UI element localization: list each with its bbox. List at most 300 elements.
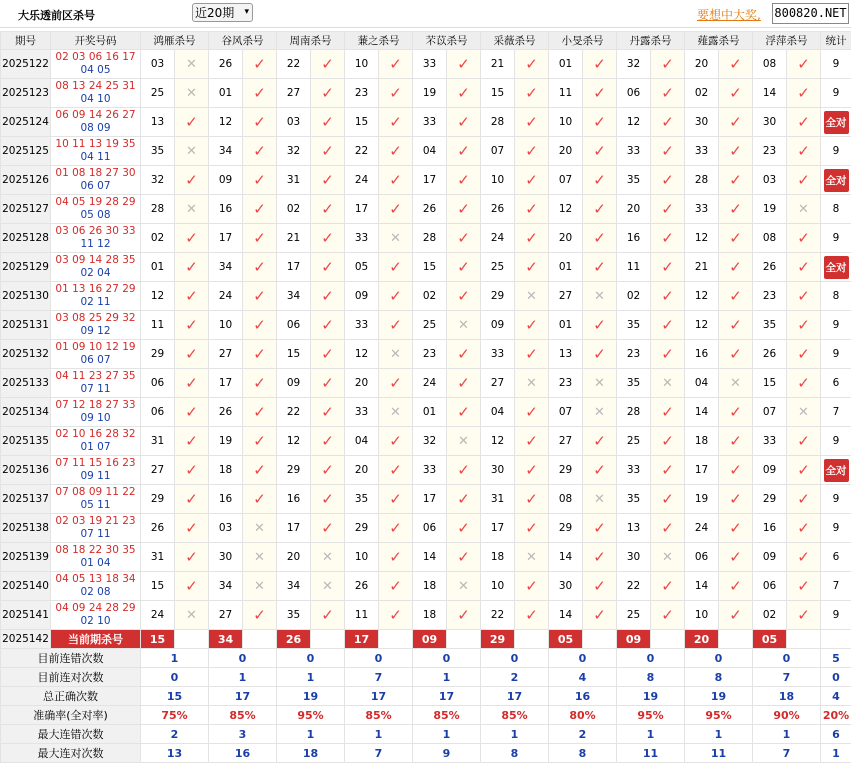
check-icon: ✓	[185, 548, 198, 566]
check-icon: ✓	[525, 345, 538, 363]
kill-number: 27	[209, 340, 243, 369]
check-icon: ✓	[729, 200, 742, 218]
kill-number: 02	[617, 282, 651, 311]
hit-check-icon	[651, 137, 685, 166]
hit-check-icon	[175, 572, 209, 601]
kill-number: 11	[549, 79, 583, 108]
back-numbers: 09 12	[80, 325, 111, 337]
kill-number: 06	[141, 369, 175, 398]
empty-cell	[787, 630, 821, 649]
hit-check-icon	[651, 427, 685, 456]
kill-number: 33	[345, 224, 379, 253]
check-icon: ✓	[457, 519, 470, 537]
draw-numbers-cell	[51, 601, 141, 630]
check-icon: ✓	[457, 606, 470, 624]
miss-cross-icon	[175, 195, 209, 224]
check-icon: ✓	[797, 229, 810, 247]
kill-number: 06	[753, 572, 787, 601]
kill-number: 01	[549, 311, 583, 340]
hit-check-icon	[515, 572, 549, 601]
kill-number: 09	[277, 369, 311, 398]
kill-number: 32	[141, 166, 175, 195]
stat-cell: 6	[821, 369, 851, 398]
kill-number: 13	[549, 340, 583, 369]
summary-value: 0	[413, 649, 481, 668]
kill-number: 17	[277, 514, 311, 543]
kill-number: 08	[753, 224, 787, 253]
check-icon: ✓	[525, 577, 538, 595]
check-icon: ✓	[321, 229, 334, 247]
miss-cross-icon	[175, 601, 209, 630]
column-expert: 芣苡杀号	[413, 32, 481, 50]
kill-number: 25	[481, 253, 515, 282]
kill-number: 16	[277, 485, 311, 514]
kill-number: 06	[277, 311, 311, 340]
kill-number: 02	[685, 79, 719, 108]
hit-check-icon	[175, 543, 209, 572]
top-bar	[0, 0, 851, 28]
check-icon: ✓	[729, 490, 742, 508]
check-icon: ✓	[457, 345, 470, 363]
hit-check-icon	[379, 195, 413, 224]
hit-check-icon	[787, 137, 821, 166]
check-icon: ✓	[457, 229, 470, 247]
table-row	[1, 514, 851, 543]
kill-number: 33	[685, 137, 719, 166]
check-icon: ✓	[389, 490, 402, 508]
summary-value: 8	[481, 744, 549, 763]
kill-number: 20	[277, 543, 311, 572]
check-icon: ✓	[389, 55, 402, 73]
hit-check-icon	[651, 50, 685, 79]
hit-check-icon	[515, 514, 549, 543]
check-icon: ✓	[797, 432, 810, 450]
table-row	[1, 137, 851, 166]
hit-check-icon	[787, 253, 821, 282]
kill-number: 02	[753, 601, 787, 630]
front-numbers: 07 08 09 11 22	[55, 486, 136, 498]
hit-check-icon	[515, 166, 549, 195]
kill-number: 12	[345, 340, 379, 369]
kill-number: 10	[685, 601, 719, 630]
front-numbers: 07 12 18 27 33	[55, 399, 136, 411]
kill-number: 26	[753, 340, 787, 369]
summary-total: 1	[821, 744, 851, 763]
check-icon: ✓	[797, 258, 810, 276]
draw-numbers-cell	[51, 224, 141, 253]
kill-number: 09	[481, 311, 515, 340]
hit-check-icon	[583, 166, 617, 195]
hit-check-icon	[651, 340, 685, 369]
kill-number: 17	[413, 485, 447, 514]
check-icon: ✓	[661, 345, 674, 363]
check-icon: ✓	[729, 519, 742, 537]
front-numbers: 03 09 14 28 35	[55, 254, 136, 266]
kill-number: 11	[617, 253, 651, 282]
miss-cross-icon	[515, 282, 549, 311]
check-icon: ✓	[389, 258, 402, 276]
hit-check-icon	[311, 427, 345, 456]
cross-icon: ✕	[186, 607, 197, 623]
miss-cross-icon	[583, 398, 617, 427]
issue-cell: 2025129	[1, 253, 51, 282]
hit-check-icon	[583, 427, 617, 456]
kill-number: 01	[549, 50, 583, 79]
table-row	[1, 398, 851, 427]
check-icon: ✓	[389, 606, 402, 624]
empty-cell	[175, 630, 209, 649]
kill-number: 24	[481, 224, 515, 253]
hit-check-icon	[379, 311, 413, 340]
hit-check-icon	[719, 253, 753, 282]
hit-check-icon	[243, 50, 277, 79]
kill-number: 12	[481, 427, 515, 456]
check-icon: ✓	[593, 345, 606, 363]
summary-value: 16	[209, 744, 277, 763]
kill-number: 16	[753, 514, 787, 543]
hit-check-icon	[447, 137, 481, 166]
summary-value: 4	[549, 668, 617, 687]
hit-check-icon	[515, 224, 549, 253]
hit-check-icon	[311, 398, 345, 427]
back-numbers: 11 12	[80, 238, 111, 250]
kill-number: 33	[345, 311, 379, 340]
kill-number: 08	[549, 485, 583, 514]
kill-number: 29	[753, 485, 787, 514]
summary-label: 最大连错次数	[1, 725, 141, 744]
hit-check-icon	[311, 253, 345, 282]
promo-link[interactable]: 要想中大奖,	[697, 8, 761, 22]
kill-number: 31	[481, 485, 515, 514]
cross-icon: ✕	[254, 520, 265, 536]
kill-number: 30	[481, 456, 515, 485]
kill-number: 19	[413, 79, 447, 108]
kill-number: 30	[617, 543, 651, 572]
check-icon: ✓	[593, 258, 606, 276]
check-icon: ✓	[253, 229, 266, 247]
check-icon: ✓	[253, 287, 266, 305]
column-expert: 小旻杀号	[549, 32, 617, 50]
draw-numbers-cell	[51, 340, 141, 369]
period-select[interactable]	[192, 3, 253, 22]
hit-check-icon	[515, 601, 549, 630]
back-numbers: 04 05	[80, 64, 111, 76]
check-icon: ✓	[185, 577, 198, 595]
hit-check-icon	[175, 456, 209, 485]
kill-number: 18	[481, 543, 515, 572]
summary-value: 1	[277, 668, 345, 687]
hit-check-icon	[175, 108, 209, 137]
hit-check-icon	[719, 166, 753, 195]
stat-cell: 9	[821, 340, 851, 369]
check-icon: ✓	[661, 432, 674, 450]
issue-cell: 2025132	[1, 340, 51, 369]
cross-icon: ✕	[662, 375, 673, 391]
hit-check-icon	[243, 195, 277, 224]
check-icon: ✓	[729, 258, 742, 276]
kill-number: 23	[753, 137, 787, 166]
check-icon: ✓	[729, 403, 742, 421]
check-icon: ✓	[525, 171, 538, 189]
table-row	[1, 195, 851, 224]
hit-check-icon	[447, 514, 481, 543]
hit-check-icon	[447, 253, 481, 282]
kill-number: 20	[549, 224, 583, 253]
hit-check-icon	[515, 195, 549, 224]
summary-value: 1	[481, 725, 549, 744]
hit-check-icon	[651, 485, 685, 514]
kill-number: 33	[345, 398, 379, 427]
kill-number: 17	[277, 253, 311, 282]
cross-icon: ✕	[458, 433, 469, 449]
draw-numbers-cell	[51, 369, 141, 398]
kill-number: 20	[685, 50, 719, 79]
hit-check-icon	[719, 485, 753, 514]
back-numbers: 02 11	[80, 296, 111, 308]
cross-icon: ✕	[458, 317, 469, 333]
kill-number: 10	[209, 311, 243, 340]
hit-check-icon	[243, 485, 277, 514]
kill-number: 22	[345, 137, 379, 166]
kill-number: 01	[413, 398, 447, 427]
kill-number: 31	[141, 543, 175, 572]
check-icon: ✓	[525, 142, 538, 160]
check-icon: ✓	[185, 316, 198, 334]
stat-cell: 9	[821, 514, 851, 543]
summary-value: 19	[617, 687, 685, 706]
kill-number: 25	[141, 79, 175, 108]
kill-number: 28	[413, 224, 447, 253]
check-icon: ✓	[797, 577, 810, 595]
check-icon: ✓	[185, 258, 198, 276]
back-numbers: 06 07	[80, 180, 111, 192]
hit-check-icon	[651, 108, 685, 137]
kill-number: 24	[345, 166, 379, 195]
issue-cell: 2025123	[1, 79, 51, 108]
cross-icon: ✕	[594, 288, 605, 304]
cross-icon: ✕	[254, 578, 265, 594]
miss-cross-icon	[583, 282, 617, 311]
summary-value: 1	[209, 668, 277, 687]
check-icon: ✓	[321, 403, 334, 421]
summary-value: 11	[617, 744, 685, 763]
miss-cross-icon	[515, 369, 549, 398]
kill-number: 30	[753, 108, 787, 137]
hit-check-icon	[651, 311, 685, 340]
hit-check-icon	[175, 485, 209, 514]
summary-row	[1, 649, 851, 668]
hit-check-icon	[787, 572, 821, 601]
kill-number: 31	[277, 166, 311, 195]
hit-check-icon	[515, 398, 549, 427]
kill-number: 14	[685, 398, 719, 427]
front-numbers: 03 08 25 29 32	[55, 312, 136, 324]
hit-check-icon	[787, 427, 821, 456]
hit-check-icon	[379, 601, 413, 630]
kill-number: 27	[209, 601, 243, 630]
kill-number: 04	[481, 398, 515, 427]
kill-number: 24	[141, 601, 175, 630]
hit-check-icon	[243, 282, 277, 311]
miss-cross-icon	[651, 369, 685, 398]
hit-check-icon	[583, 79, 617, 108]
kill-number: 17	[209, 369, 243, 398]
hit-check-icon	[243, 398, 277, 427]
issue-cell: 2025135	[1, 427, 51, 456]
table-row	[1, 50, 851, 79]
summary-total: 5	[821, 649, 851, 668]
draw-numbers-cell	[51, 166, 141, 195]
table-row	[1, 572, 851, 601]
check-icon: ✓	[525, 432, 538, 450]
front-numbers: 08 18 22 30 35	[55, 544, 136, 556]
kill-number: 23	[345, 79, 379, 108]
draw-numbers-cell	[51, 427, 141, 456]
kill-number: 27	[277, 79, 311, 108]
summary-value: 17	[345, 687, 413, 706]
miss-cross-icon	[379, 224, 413, 253]
summary-value: 0	[277, 649, 345, 668]
column-expert: 蒹之杀号	[345, 32, 413, 50]
check-icon: ✓	[185, 374, 198, 392]
miss-cross-icon	[175, 50, 209, 79]
check-icon: ✓	[253, 258, 266, 276]
draw-numbers-cell	[51, 543, 141, 572]
check-icon: ✓	[593, 519, 606, 537]
kill-number: 31	[141, 427, 175, 456]
summary-value: 7	[345, 668, 413, 687]
check-icon: ✓	[525, 258, 538, 276]
check-icon: ✓	[797, 374, 810, 392]
check-icon: ✓	[797, 84, 810, 102]
hit-check-icon	[719, 340, 753, 369]
hit-check-icon	[583, 572, 617, 601]
back-numbers: 01 04	[80, 557, 111, 569]
summary-value: 8	[549, 744, 617, 763]
hit-check-icon	[447, 166, 481, 195]
check-icon: ✓	[729, 287, 742, 305]
hit-check-icon	[515, 79, 549, 108]
summary-value: 0	[345, 649, 413, 668]
stat-cell: 7	[821, 398, 851, 427]
issue-cell: 2025139	[1, 543, 51, 572]
draw-numbers-cell	[51, 514, 141, 543]
check-icon: ✓	[525, 403, 538, 421]
check-icon: ✓	[797, 548, 810, 566]
miss-cross-icon	[175, 137, 209, 166]
summary-value: 1	[753, 725, 821, 744]
hit-check-icon	[379, 253, 413, 282]
summary-value: 0	[481, 649, 549, 668]
kill-number: 04	[685, 369, 719, 398]
hit-check-icon	[243, 166, 277, 195]
kill-number: 33	[413, 456, 447, 485]
check-icon: ✓	[525, 490, 538, 508]
kill-number: 25	[617, 601, 651, 630]
kill-number: 16	[617, 224, 651, 253]
hit-check-icon	[787, 601, 821, 630]
kill-number: 12	[685, 282, 719, 311]
check-icon: ✓	[253, 606, 266, 624]
kill-number: 18	[209, 456, 243, 485]
hit-check-icon	[651, 398, 685, 427]
empty-cell	[447, 630, 481, 649]
all-correct-badge: 全对	[824, 459, 849, 482]
kill-number: 03	[277, 108, 311, 137]
kill-number: 23	[549, 369, 583, 398]
hit-check-icon	[379, 50, 413, 79]
stat-cell: 9	[821, 79, 851, 108]
hit-check-icon	[379, 485, 413, 514]
kill-number: 27	[549, 427, 583, 456]
kill-number: 03	[753, 166, 787, 195]
check-icon: ✓	[729, 606, 742, 624]
hit-check-icon	[311, 224, 345, 253]
hit-check-icon	[379, 282, 413, 311]
hit-check-icon	[719, 601, 753, 630]
hit-check-icon	[447, 50, 481, 79]
hit-check-icon	[311, 195, 345, 224]
check-icon: ✓	[729, 113, 742, 131]
kill-number: 26	[141, 514, 175, 543]
kill-number: 33	[753, 427, 787, 456]
hit-check-icon	[447, 485, 481, 514]
kill-number: 25	[413, 311, 447, 340]
summary-value: 1	[141, 649, 209, 668]
check-icon: ✓	[457, 287, 470, 305]
hit-check-icon	[243, 253, 277, 282]
back-numbers: 04 10	[80, 93, 111, 105]
kill-number: 27	[481, 369, 515, 398]
table-row	[1, 311, 851, 340]
draw-numbers-cell	[51, 572, 141, 601]
kill-number: 34	[209, 253, 243, 282]
kill-number: 24	[209, 282, 243, 311]
miss-cross-icon	[311, 572, 345, 601]
kill-number: 06	[141, 398, 175, 427]
summary-total: 20%	[821, 706, 851, 725]
summary-value: 1	[685, 725, 753, 744]
issue-cell: 2025131	[1, 311, 51, 340]
kill-number: 01	[549, 253, 583, 282]
check-icon: ✓	[389, 432, 402, 450]
table-row	[1, 485, 851, 514]
check-icon: ✓	[389, 548, 402, 566]
summary-value: 15	[141, 687, 209, 706]
issue-cell: 2025136	[1, 456, 51, 485]
kill-number: 34	[209, 137, 243, 166]
stat-cell: 9	[821, 224, 851, 253]
miss-cross-icon	[787, 195, 821, 224]
hit-check-icon	[787, 514, 821, 543]
kill-number: 12	[685, 224, 719, 253]
front-numbers: 01 08 18 27 30	[55, 167, 136, 179]
hit-check-icon	[651, 224, 685, 253]
check-icon: ✓	[661, 403, 674, 421]
cross-icon: ✕	[390, 230, 401, 246]
hit-check-icon	[583, 224, 617, 253]
hit-check-icon	[379, 369, 413, 398]
kill-number: 29	[141, 340, 175, 369]
miss-cross-icon	[719, 369, 753, 398]
summary-value: 17	[209, 687, 277, 706]
check-icon: ✓	[457, 258, 470, 276]
hit-check-icon	[515, 253, 549, 282]
kill-number: 19	[685, 485, 719, 514]
kill-number: 29	[141, 485, 175, 514]
front-numbers: 02 03 19 21 23	[55, 515, 136, 527]
draw-numbers-cell	[51, 456, 141, 485]
